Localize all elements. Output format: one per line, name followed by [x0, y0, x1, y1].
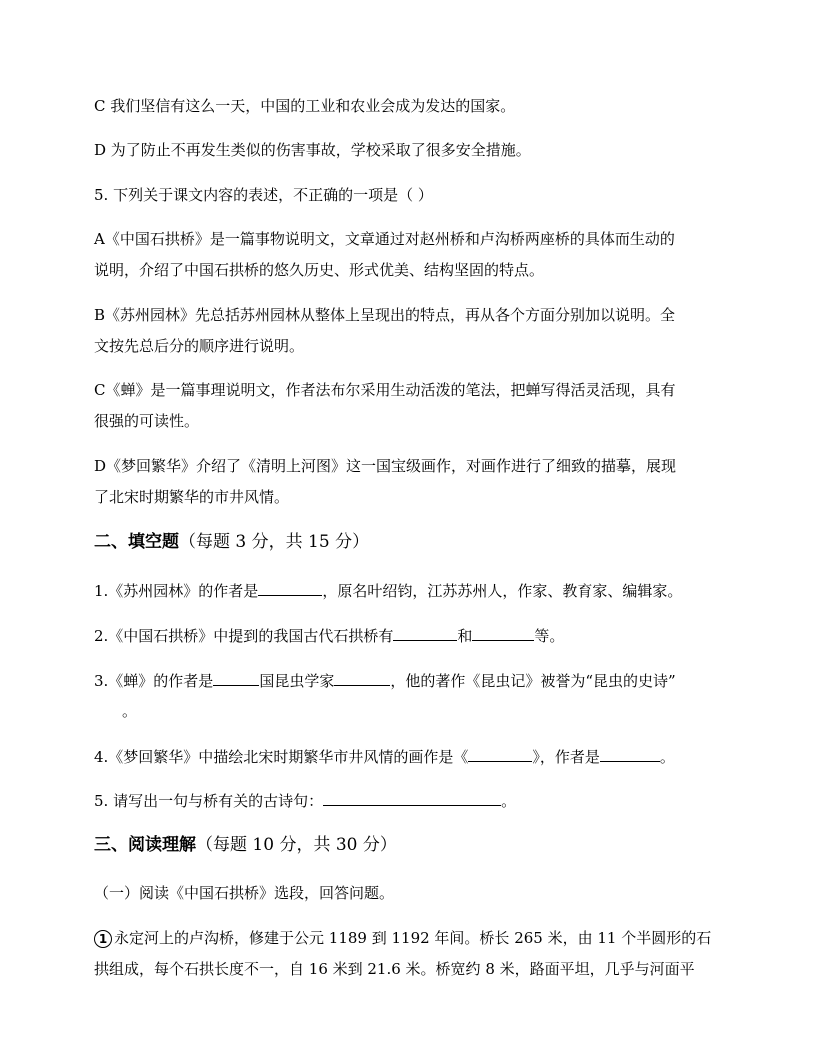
- fill-q3-text-b: 国昆虫学家: [259, 672, 335, 690]
- q5-option-d-line1: D《梦回繁华》介绍了《清明上河图》这一国宝级画作，对画作进行了细致的描摹，展现: [94, 457, 677, 475]
- fill-q4-text-b: 》，作者是: [532, 748, 600, 766]
- fill-q5-blank[interactable]: [323, 790, 501, 806]
- fill-q4: [94, 746, 722, 767]
- fill-q2-text-a: 2.《中国石拱桥》中提到的我国古代石拱桥有: [94, 627, 394, 645]
- fill-q1-text-b: ，原名叶绍钧，江苏苏州人，作家、教育家、编辑家。: [322, 582, 683, 600]
- fill-q5: [94, 790, 722, 811]
- fill-q1-text-a: 1.《苏州园林》的作者是: [94, 582, 259, 600]
- fill-q2-blank-1[interactable]: [393, 625, 457, 641]
- fill-q2: [94, 625, 722, 646]
- q5-option-d-line2: 了北宋时期繁华的市井风情。: [94, 488, 290, 506]
- paragraph-number: 1: [94, 930, 112, 948]
- section2-title: 二、填空题: [94, 532, 179, 552]
- fill-q4-text-c: 。: [659, 748, 675, 766]
- q5-option-a-line2: 说明，介绍了中国石拱桥的悠久历史、形式优美、结构坚固的特点。: [94, 261, 545, 279]
- section3-score: （每题 10 分，共 30 分）: [196, 835, 397, 855]
- q4-option-c: C 我们坚信有这么一天，中国的工业和农业会成为发达的国家。: [94, 97, 516, 115]
- fill-q3-end: 。: [122, 702, 138, 720]
- fill-q3: [94, 670, 722, 691]
- q5-stem: 5. 下列关于课文内容的表述，不正确的一项是（ ）: [94, 186, 433, 204]
- fill-q1-blank[interactable]: [258, 580, 322, 596]
- fill-q3-text-c: ，他的著作《昆虫记》被誉为“昆虫的史诗”: [390, 672, 676, 690]
- q5-option-c-line1: C《蝉》是一篇事理说明文，作者法布尔采用生动活泼的笔法，把蝉写得活灵活现，具有: [94, 381, 676, 399]
- q4-option-d: D 为了防止不再发生类似的伤害事故，学校采取了很多安全措施。: [94, 141, 531, 159]
- fill-q3-blank-2[interactable]: [334, 670, 390, 686]
- q5-option-c-line2: 很强的可读性。: [94, 412, 200, 430]
- section3-title: 三、阅读理解: [94, 835, 196, 855]
- fill-q2-blank-2[interactable]: [472, 625, 534, 641]
- q5-option-b-line1: B《苏州园林》先总括苏州园林从整体上呈现出的特点，再从各个方面分别加以说明。全: [94, 306, 676, 324]
- fill-q2-text-b: 和: [457, 627, 473, 645]
- fill-q2-text-c: 等。: [534, 627, 565, 645]
- reading-sub1-title: （一）阅读《中国石拱桥》选段，回答问题。: [94, 884, 395, 902]
- fill-q3-blank-1[interactable]: [213, 670, 259, 686]
- fill-q4-blank-2[interactable]: [600, 746, 660, 762]
- section2-heading: [94, 531, 722, 553]
- passage-line1: [94, 928, 722, 948]
- fill-q5-text-b: 。: [501, 792, 517, 810]
- q5-option-a-line1: A《中国石拱桥》是一篇事物说明文，文章通过对赵州桥和卢沟桥两座桥的具体而生动的: [94, 230, 675, 248]
- fill-q4-blank-1[interactable]: [468, 746, 532, 762]
- section3-heading: [94, 834, 722, 856]
- passage-text-1: 永定河上的卢沟桥，修建于公元 1189 到 1192 年间。桥长 265 米，由 11 个半圆形的石: [114, 929, 712, 947]
- fill-q4-text-a: 4.《梦回繁华》中描绘北宋时期繁华市井风情的画作是《: [94, 748, 469, 766]
- fill-q3-text-a: 3.《蝉》的作者是: [94, 672, 214, 690]
- q5-option-b-line2: 文按先总后分的顺序进行说明。: [94, 337, 305, 355]
- section2-score: （每题 3 分，共 15 分）: [179, 532, 370, 552]
- fill-q1: [94, 580, 722, 601]
- passage-line2: 拱组成，每个石拱长度不一，自 16 米到 21.6 米。桥宽约 8 米，路面平坦，几乎与河面平: [94, 960, 695, 978]
- fill-q5-text-a: 5. 请写出一句与桥有关的古诗句：: [94, 792, 324, 810]
